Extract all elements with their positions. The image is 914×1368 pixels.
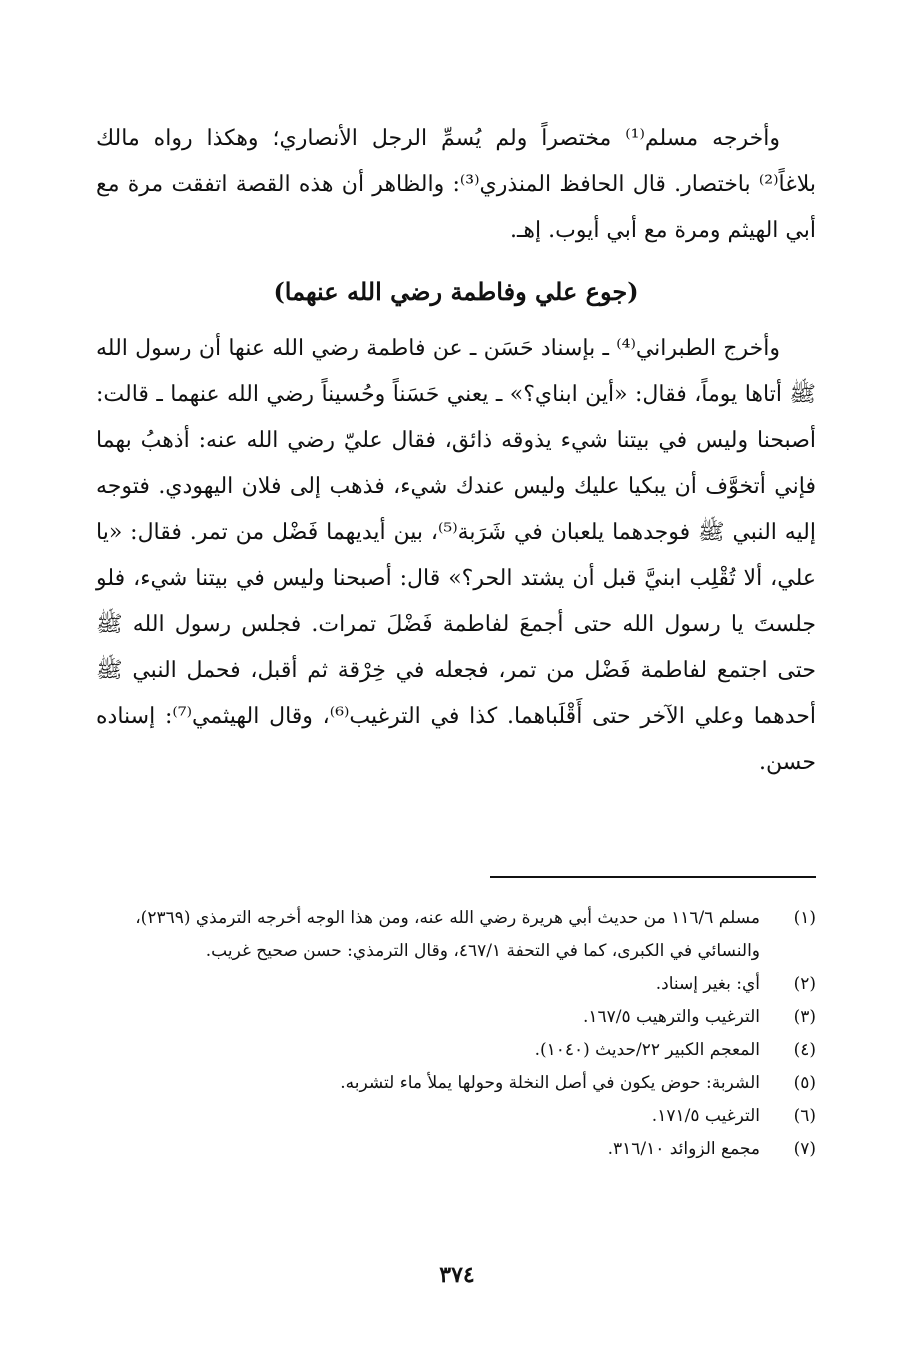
footnote <box>96 1100 816 1133</box>
footnote-text: مسلم ١١٦/٦ من حديث أبي هريرة رضي الله عنه، ومن هذا الوجه أخرجه الترمذي (٢٣٦٩)، والنسائي في الكبرى، كما في التحفة ٤٦٧/١، وقال الترمذي: حسن صحيح غريب. <box>135 908 760 961</box>
footnote-number: (١) <box>793 908 816 928</box>
footnote <box>96 968 816 1001</box>
section-heading: (جوع علي وفاطمة رضي الله عنهما) <box>273 277 639 306</box>
footnote <box>96 1001 816 1034</box>
footnote-text: مجمع الزوائد ٣١٦/١٠. <box>607 1139 760 1159</box>
footnote-text: الترغيب والترهيب ١٦٧/٥. <box>582 1007 760 1027</box>
footnotes <box>96 902 816 1166</box>
page-number: ٣٧٤ <box>439 1262 475 1288</box>
footnote-text: أي: بغير إسناد. <box>655 974 760 994</box>
footnote-text: الشربة: حوض يكون في أصل النخلة وحولها يملأ ماء لتشربه. <box>340 1073 760 1093</box>
footnote-separator <box>490 876 816 878</box>
paragraph-2: وأخرج الطبراني⁽⁴⁾ ـ بإسناد حَسَن ـ عن فاطمة رضي الله عنها أن رسول الله ﷺ أتاها يوماً، فقال: «أين ابناي؟» ـ يعني حَسَناً وحُسيناً رضي الله عنهما ـ قالت: أصبحنا وليس في بيتنا شيء يذوقه ذائق، فقال عليّ رضي الله عنه: أذهبُ بهما فإني أتخوَّف أن يبكيا عليك وليس عندك شيء، فذهب إلى فلان اليهودي. فتوجه إليه النبي ﷺ فوجدهما يلعبان في شَرَبة⁽⁵⁾، بين أيديهما فَضْل من تمر. فقال: «يا علي، ألا تُقْلِب ابنيَّ قبل أن يشتد الحر؟» قال: أصبحنا وليس في بيتنا شيء، فلو جلستَ يا رسول الله حتى أجمعَ لفاطمة فَضْلَ تمرات. فجلس رسول الله ﷺ حتى اجتمع لفاطمة فَضْل من تمر، فجعله في خِرْقة ثم أقبل، فحمل النبي ﷺ أحدهما وعلي الآخر حتى أَقْلَباهما. كذا في الترغيب⁽⁶⁾، وقال الهيثمي⁽⁷⁾: إسناده حسن. <box>96 336 816 775</box>
footnote-number: (٧) <box>793 1139 816 1159</box>
footnote <box>96 1133 816 1166</box>
footnote-text: المعجم الكبير ٢٢/حديث (١٠٤٠). <box>534 1040 760 1060</box>
footnote-number: (٢) <box>793 974 816 994</box>
footnote-number: (٣) <box>793 1007 816 1027</box>
footnote-number: (٥) <box>793 1073 816 1093</box>
footnote-number: (٤) <box>793 1040 816 1060</box>
footnote-number: (٦) <box>793 1106 816 1126</box>
footnote <box>96 902 816 968</box>
main-text <box>96 116 816 786</box>
footnote <box>96 1067 816 1100</box>
paragraph-1: وأخرجه مسلم⁽¹⁾ مختصراً ولم يُسمِّ الرجل الأنصاري؛ وهكذا رواه مالك بلاغاً⁽²⁾ باختصار. قال الحافظ المنذري⁽³⁾: والظاهر أن هذه القصة اتفقت مرة مع أبي الهيثم ومرة مع أبي أيوب. إهـ. <box>96 126 816 243</box>
footnote-text: الترغيب ١٧١/٥. <box>651 1106 760 1126</box>
footnote <box>96 1034 816 1067</box>
